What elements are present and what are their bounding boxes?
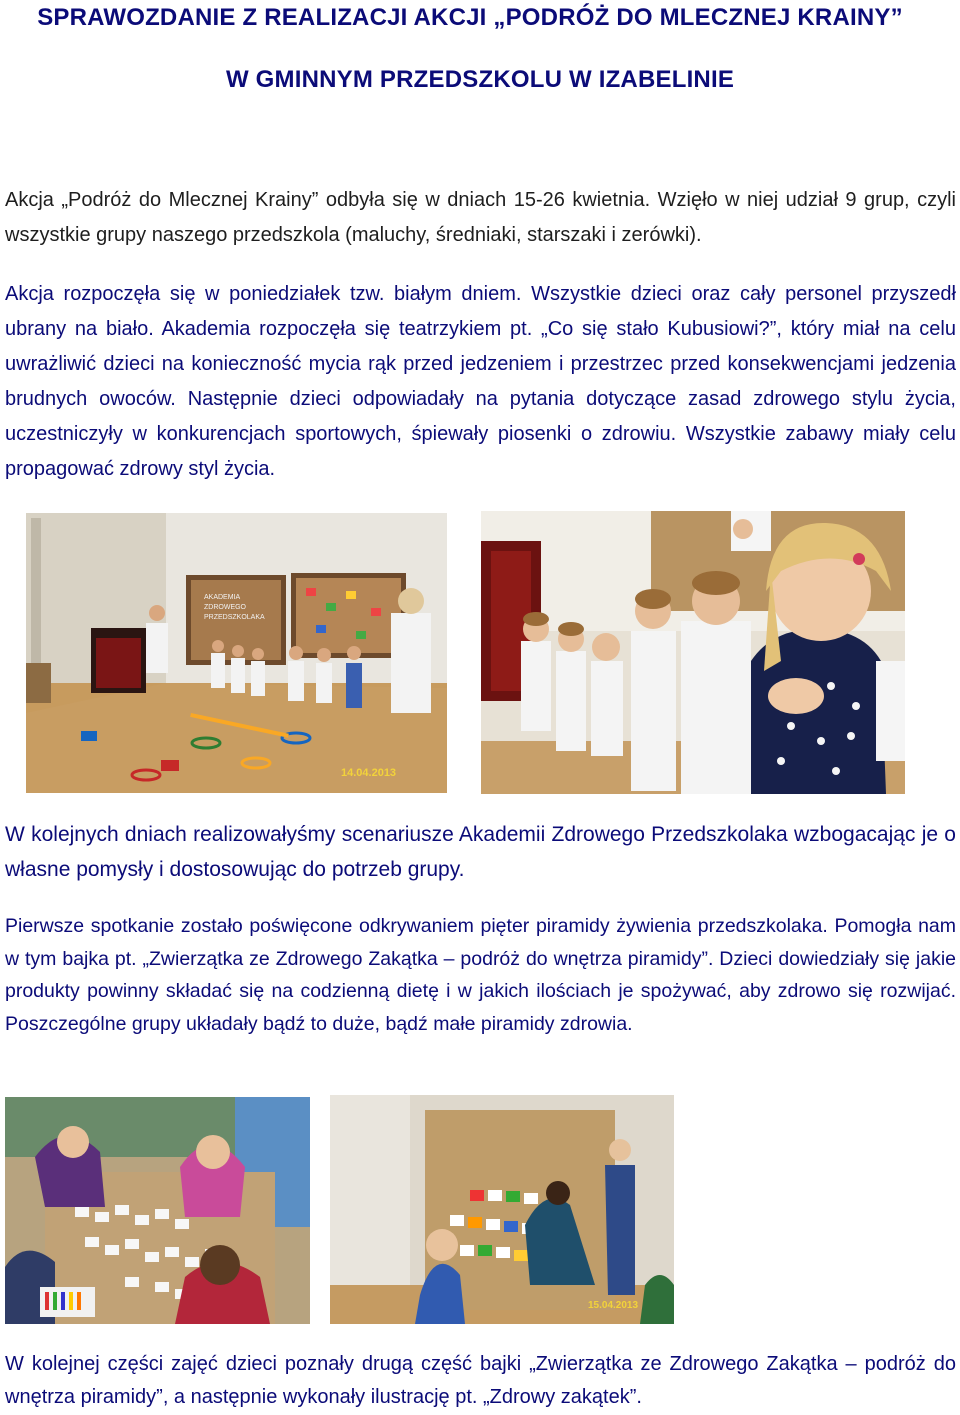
paragraph-second-part: W kolejnej części zajęć dzieci poznały drugą część bajki „Zwierzątka ze Zdrowego Zakątka – podróż do wnętrza piramidy”, a następnie wykonały ilustrację pt. „Zdrowy zakątek”. xyxy=(5,1353,956,1408)
paragraph-intro: Akcja „Podróż do Mlecznej Krainy” odbyła się w dniach 15-26 kwietnia. Wzięło w niej udział 9 grup, czyli wszystkie grupy naszego przedszkola (maluchy, średniaki, starszaki i zerówki). xyxy=(5,189,956,246)
photo-pyramid-poster xyxy=(330,1095,674,1324)
board-title-1: AKADEMIA xyxy=(204,594,241,601)
board-title-3: PRZEDSZKOLAKA xyxy=(204,614,265,621)
board-title-2: ZDROWEGO xyxy=(204,604,246,611)
photo-children-watching xyxy=(481,511,905,794)
photo-4-date: 15.04.2013 xyxy=(588,1300,639,1311)
paragraph-first-day: Akcja rozpoczęła się w poniedziałek tzw. białym dniem. Wszystkie dzieci oraz cały personel przyszedł ubrany na biało. Akademia rozpoczęła się teatrzykiem pt. „Co się stało Kubusiowi?”, który miał na celu uwrażliwić dzieci na konieczność mycia rąk przed jedzeniem i przestrzec przed konsekwencjami jedzenia brudnych owoców. Następnie dzieci odpowiadały na pytania dotyczące zasad zdrowego stylu życia, uczestniczyły w konkurencjach sportowych, śpiewały piosenki o zdrowiu. Wszystkie zabawy miały celu propagować zdrowy styl życia. xyxy=(5,283,956,480)
report-title-line-2: W GMINNYM PRZEDSZKOLU W IZABELINIE xyxy=(225,66,735,93)
report-title-line-1: SPRAWOZDANIE Z REALIZACJI AKCJI „PODRÓŻ DO MLECZNEJ KRAINY” xyxy=(37,4,903,31)
paragraph-next-days: W kolejnych dniach realizowałyśmy scenariusze Akademii Zdrowego Przedszkolaka wzbogacając je o własne pomysły i dostosowując do potrzeb grupy. xyxy=(5,823,956,881)
photo-table-cards xyxy=(5,1097,310,1324)
photo-white-day-hall xyxy=(26,513,447,793)
photo-1-date: 14.04.2013 xyxy=(341,767,397,779)
paragraph-pyramid: Pierwsze spotkanie zostało poświęcone odkrywaniem pięter piramidy żywienia przedszkolaka. Pomogła nam w tym bajka pt. „Zwierzątka ze Zdrowego Zakątka – podróż do wnętrza piramidy”. Dzieci dowiedziały się jakie produkty powinny składać się na codzienną dietę i w jakich ilościach je spożywać, aby zdrowo się rozwijać. Poszczególne grupy układały bądź to duże, bądź małe piramidy zdrowia. xyxy=(5,915,956,1035)
